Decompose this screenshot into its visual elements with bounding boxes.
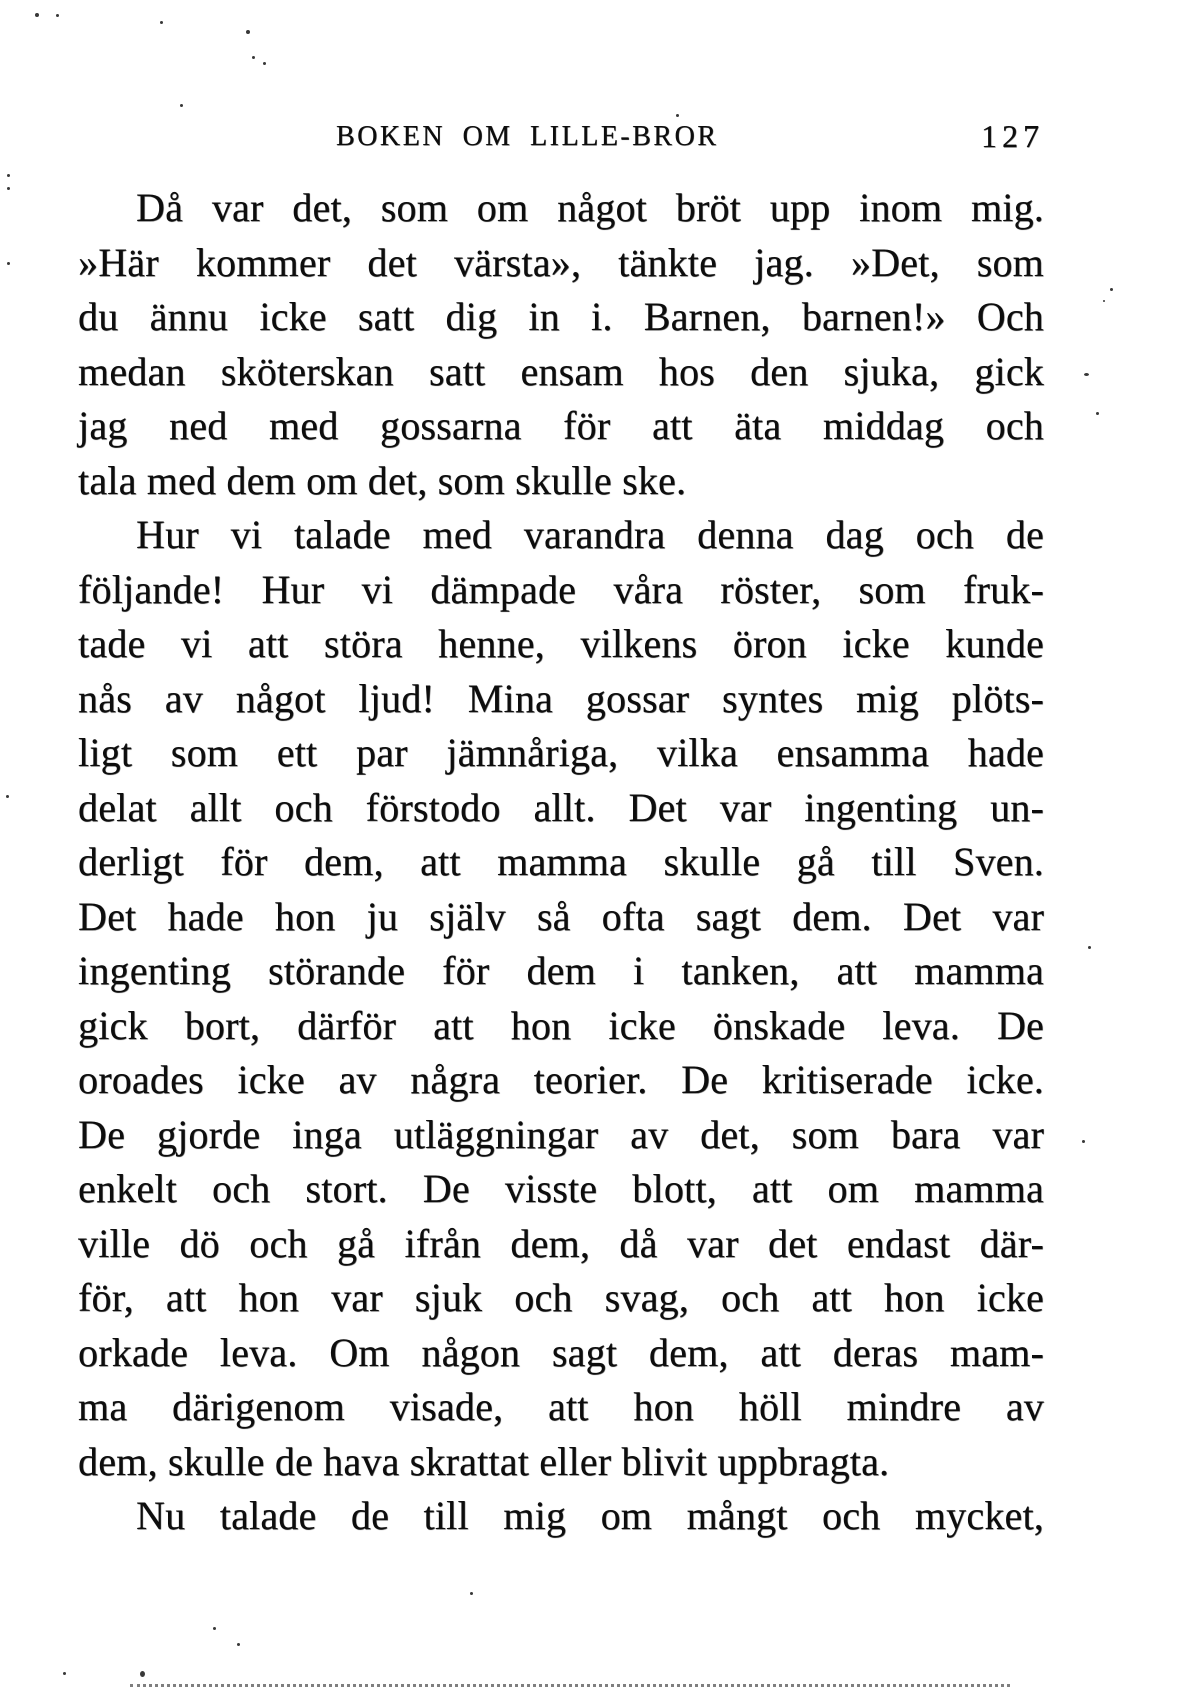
text-line: Nu talade de till mig om mångt och mycket,: [136, 1493, 1044, 1538]
text-line: du ännu icke satt dig in i. Barnen, barnen!» Och: [78, 294, 1044, 339]
scan-speck: [1088, 946, 1091, 949]
text-line: för, att hon var sjuk och svag, och att hon icke: [78, 1275, 1044, 1320]
text-line: ma därigenom visade, att hon höll mindre av: [78, 1384, 1044, 1429]
text-line: enkelt och stort. De visste blott, att om mamma: [78, 1166, 1044, 1211]
scan-speck: [63, 1672, 66, 1675]
scan-speck: [1110, 288, 1113, 291]
scan-speck: [180, 104, 183, 107]
text-line: Hur vi talade med varandra denna dag och de: [136, 512, 1044, 557]
scan-speck: [237, 1643, 240, 1646]
scan-speck: [1096, 412, 1099, 415]
scan-speck: [160, 21, 163, 24]
scan-speck: [1084, 373, 1089, 376]
scan-speck: [35, 13, 39, 17]
scan-speck: [6, 795, 9, 798]
text-line: oroades icke av några teorier. De kritiserade icke.: [78, 1057, 1044, 1102]
text-line: Då var det, som om något bröt upp inom mig.: [136, 185, 1044, 230]
text-line: dem, skulle de hava skrattat eller blivit uppbragta.: [78, 1438, 890, 1484]
scan-speck: [676, 114, 679, 117]
scan-speck: [1103, 300, 1105, 302]
text-line: ligt som ett par jämnåriga, vilka ensamma hade: [78, 730, 1044, 775]
scan-speck: [7, 187, 10, 190]
scan-speck: [213, 1627, 216, 1630]
text-line: följande! Hur vi dämpade våra röster, som fruk-: [78, 566, 1044, 612]
text-line: ville dö och gå ifrån dem, då var det endast där-: [78, 1220, 1044, 1266]
scan-speck: [1082, 1140, 1085, 1143]
page-bottom-edge: [130, 1684, 1010, 1687]
scan-speck: [470, 1592, 473, 1595]
scan-speck: [263, 62, 266, 65]
text-line: tala med dem om det, som skulle ske.: [78, 457, 687, 503]
text-line: tade vi att störa henne, vilkens öron icke kunde: [78, 621, 1044, 666]
text-line: medan sköterskan satt ensam hos den sjuka, gick: [78, 348, 1044, 394]
text-line: derligt för dem, att mamma skulle gå till Sven.: [78, 839, 1044, 884]
text-line: gick bort, därför att hon icke önskade leva. De: [78, 1002, 1044, 1048]
running-title: BOKEN OM LILLE-BROR: [336, 121, 719, 152]
text-line: nås av något ljud! Mina gossar syntes mig plöts-: [78, 675, 1044, 721]
text-line: jag ned med gossarna för att äta middag och: [78, 403, 1044, 448]
text-line: orkade leva. Om någon sagt dem, att deras mam-: [78, 1329, 1044, 1375]
scan-speck: [7, 174, 10, 177]
text-line: »Här kommer det värsta», tänkte jag. »Det, som: [78, 239, 1044, 285]
scan-speck: [252, 56, 255, 59]
scan-speck: [140, 1671, 145, 1677]
page-header: [78, 118, 1044, 163]
scan-speck: [56, 14, 59, 17]
text-line: De gjorde inga utläggningar av det, som bara var: [78, 1111, 1044, 1157]
scan-speck: [246, 30, 250, 34]
text-line: delat allt och förstodo allt. Det var ingenting un-: [78, 784, 1044, 830]
text-line: ingenting störande för dem i tanken, att mamma: [78, 948, 1044, 993]
page-number: 127: [981, 118, 1044, 154]
scan-speck: [7, 262, 10, 265]
text-line: Det hade hon ju själv så ofta sagt dem. Det var: [78, 893, 1044, 939]
body-text-block: [78, 181, 1044, 1544]
